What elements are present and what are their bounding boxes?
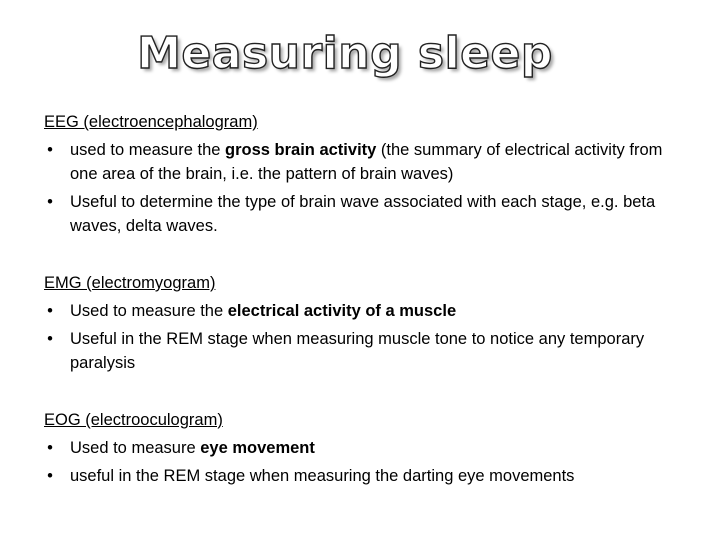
list-item — [44, 138, 694, 186]
section-emg — [44, 271, 694, 375]
bullet-list — [44, 299, 694, 375]
bullet-text-end: (the summary of electrical activity from one area of the brain, i.e. the pattern of brain waves) — [70, 141, 663, 183]
bullet-icon: • — [47, 302, 53, 320]
list-item — [44, 327, 694, 375]
bullet-text: Useful in the REM stage when measuring muscle tone to notice any temporary paralysis — [70, 330, 645, 372]
list-item — [44, 436, 694, 460]
section-heading: EMG (electromyogram) — [44, 274, 216, 292]
bullet-icon: • — [47, 330, 53, 348]
bullet-bold-text: eye movement — [200, 439, 315, 457]
bullet-text: useful in the REM stage when measuring the darting eye movements — [70, 467, 575, 485]
bullet-text: used to measure the — [70, 141, 226, 159]
section-heading: EEG (electroencephalogram) — [44, 113, 258, 131]
bullet-icon: • — [47, 439, 53, 457]
list-item — [44, 190, 694, 238]
slide-content — [44, 110, 694, 488]
section-eeg — [44, 110, 694, 238]
section-eog — [44, 408, 694, 488]
bullet-list — [44, 138, 694, 238]
list-item — [44, 464, 694, 488]
bullet-bold-text: gross brain activity — [225, 141, 377, 159]
bullet-text: Used to measure — [70, 439, 201, 457]
bullet-icon: • — [47, 141, 53, 159]
section-heading: EOG (electrooculogram) — [44, 411, 223, 429]
bullet-text: Used to measure the — [70, 302, 228, 320]
bullet-icon: • — [47, 467, 53, 485]
bullet-icon: • — [47, 193, 53, 211]
page-title: Measuring sleep — [137, 28, 553, 79]
bullet-bold-text: electrical activity of a muscle — [227, 302, 457, 320]
list-item — [44, 299, 694, 323]
bullet-text: Useful to determine the type of brain wave associated with each stage, e.g. beta waves, delta waves. — [70, 193, 656, 235]
bullet-list — [44, 436, 694, 488]
